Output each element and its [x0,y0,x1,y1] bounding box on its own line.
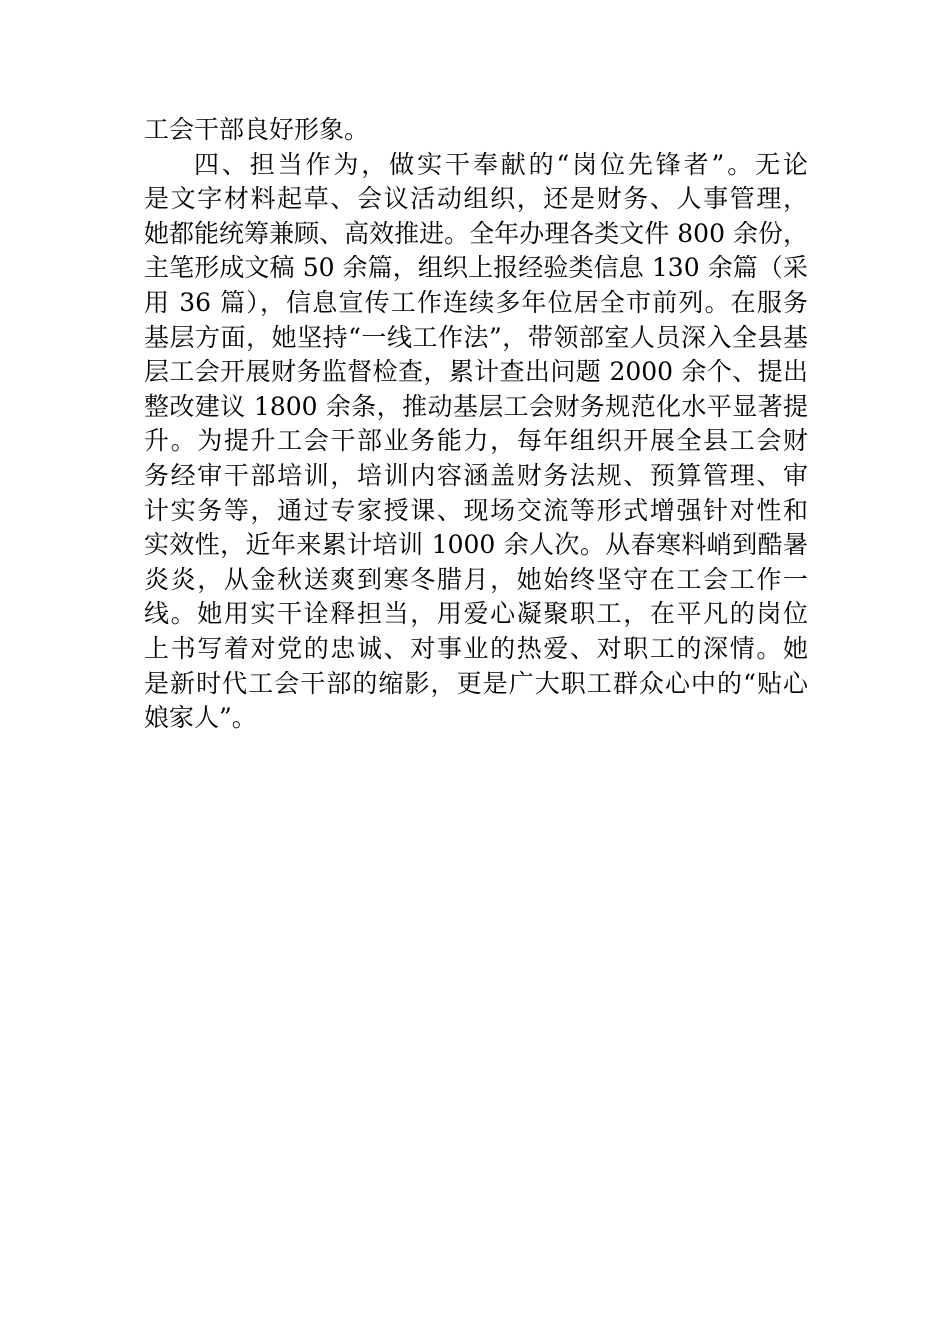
text-line: 是新时代工会干部的缩影，更是广大职工群众心中的“贴心 [144,668,808,698]
text-line: 四、担当作为，做实干奉献的“岗位先锋者”。无论 [194,149,808,179]
text-line: 上书写着对党的忠诚、对事业的热爱、对职工的深情。她 [144,633,808,663]
text-line: 务经审干部培训，培训内容涵盖财务法规、预算管理、审 [144,460,808,490]
document-body-text [144,113,808,736]
text-line: 升。为提升工会干部业务能力，每年组织开展全县工会财 [144,426,808,456]
text-line: 线。她用实干诠释担当，用爱心凝聚职工，在平凡的岗位 [144,599,808,629]
text-line: 整改建议 1800 余条，推动基层工会财务规范化水平显著提 [144,391,808,421]
text-line: 她都能统筹兼顾、高效推进。全年办理各类文件 800 余份， [144,218,808,248]
text-line: 层工会开展财务监督检查，累计查出问题 2000 余个、提出 [144,357,808,387]
text-line: 是文字材料起草、会议活动组织，还是财务、人事管理， [144,184,808,214]
text-line: 计实务等，通过专家授课、现场交流等形式增强针对性和 [144,495,808,525]
text-line: 主笔形成文稿 50 余篇，组织上报经验类信息 130 余篇（采 [144,253,808,283]
text-line: 用 36 篇），信息宣传工作连续多年位居全市前列。在服务 [144,287,808,317]
text-line: 基层方面，她坚持“一线工作法”，带领部室人员深入全县基 [144,322,808,352]
text-line: 娘家人”。 [144,703,257,733]
text-line: 实效性，近年来累计培训 1000 余人次。从春寒料峭到酷暑 [144,530,808,560]
text-line: 工会干部良好形象。 [144,115,370,144]
text-line: 炎炎，从金秋送爽到寒冬腊月，她始终坚守在工会工作一 [144,564,808,594]
